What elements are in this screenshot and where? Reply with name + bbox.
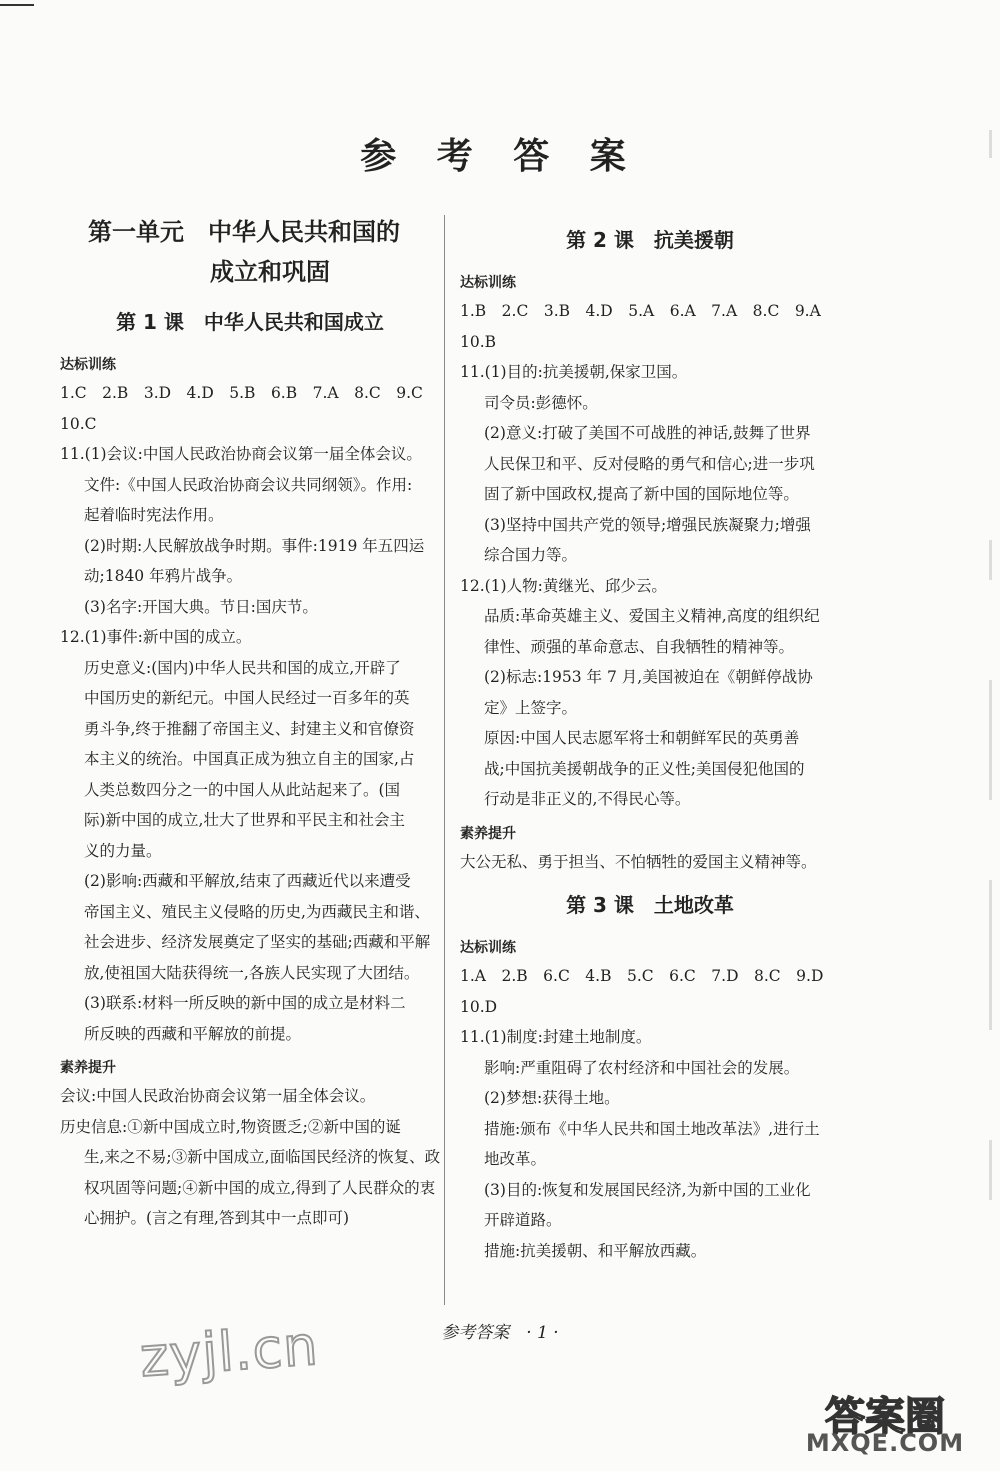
- answer-line: (2)时期:人民解放战争时期。事件:1919 年五四运: [84, 536, 425, 555]
- answer-line: (2)影响:西藏和平解放,结束了西藏近代以来遭受: [84, 872, 411, 890]
- section-heading-practice: 达标训练: [460, 940, 516, 956]
- answer-line: (2)梦想:获得土地。: [484, 1089, 620, 1107]
- answer-line: 12.(1)事件:新中国的成立。: [60, 628, 252, 646]
- answer-line: 中国历史的新纪元。中国人民经过一百多年的英: [84, 689, 410, 707]
- answer-line: 勇斗争,终于推翻了帝国主义、封建主义和官僚资: [84, 719, 415, 738]
- answer-line: 所反映的西藏和平解放的前提。: [84, 1024, 302, 1043]
- answer-line: 11.(1)制度:封建土地制度。: [460, 1028, 652, 1046]
- answer-line: 动;1840 年鸦片战争。: [84, 567, 243, 585]
- lesson-2-heading: 第 2 课 抗美援朝: [566, 228, 734, 252]
- left-column: [60, 212, 440, 1234]
- answer-line: 综合国力等。: [484, 546, 578, 564]
- answer-line: 定》上签字。: [484, 698, 578, 717]
- answer-line: 影响:严重阻碍了农村经济和中国社会的发展。: [484, 1058, 800, 1077]
- answer-line: 律性、顽强的革命意志、自我牺牲的精神等。: [484, 637, 795, 656]
- answer-line: 1.A 2.B 6.C 4.B 5.C 6.C 7.D 8.C 9.D: [460, 967, 824, 985]
- lesson-1-answers: [60, 378, 440, 1049]
- answer-line: 开辟道路。: [484, 1211, 562, 1229]
- answer-line: (3)坚持中国共产党的领导;增强民族凝聚力;增强: [484, 515, 811, 534]
- answer-line: 战;中国抗美援朝战争的正义性;美国侵犯他国的: [484, 759, 805, 778]
- answer-line: 历史信息:①新中国成立时,物资匮乏;②新中国的诞: [60, 1117, 401, 1136]
- answer-line: 人民保卫和平、反对侵略的勇气和信心;进一步巩: [484, 454, 815, 473]
- answer-line: 生,来之不易;③新中国成立,面临国民经济的恢复、政: [84, 1148, 441, 1166]
- answer-line: 放,使祖国大陆获得统一,各族人民实现了大团结。: [84, 963, 420, 982]
- lesson-3-heading: 第 3 课 土地改革: [566, 893, 734, 917]
- answer-line: 社会进步、经济发展奠定了坚实的基础;西藏和平解: [84, 933, 431, 951]
- answer-line: (2)意义:打破了美国不可战胜的神话,鼓舞了世界: [484, 424, 811, 442]
- section-heading-literacy: 素养提升: [60, 1060, 116, 1076]
- answer-line: 会议:中国人民政治协商会议第一届全体会议。: [60, 1087, 376, 1105]
- corner-stamp: [790, 1385, 980, 1465]
- lesson-1-literacy-answers: [60, 1081, 440, 1234]
- answer-line: 10.B: [460, 332, 497, 351]
- answer-line: 措施:抗美援朝、和平解放西藏。: [484, 1241, 707, 1260]
- answer-line: 起着临时宪法作用。: [84, 506, 224, 524]
- answer-line: 司令员:彭德怀。: [484, 393, 598, 412]
- answer-line: 11.(1)目的:抗美援朝,保家卫国。: [460, 363, 688, 381]
- top-rule: [0, 4, 34, 6]
- answer-line: 12.(1)人物:黄继光、邱少云。: [460, 576, 667, 595]
- lesson-1-heading: 第 1 课 中华人民共和国成立: [116, 310, 384, 334]
- section-heading-literacy: 素养提升: [460, 825, 516, 842]
- answer-line: 本主义的统治。中国真正成为独立自主的国家,占: [84, 750, 415, 768]
- answer-line: 11.(1)会议:中国人民政治协商会议第一届全体会议。: [60, 445, 422, 463]
- answer-line: 行动是非正义的,不得民心等。: [484, 790, 691, 808]
- column-divider: [444, 215, 445, 1305]
- unit-heading: [60, 212, 440, 292]
- answer-line: (3)目的:恢复和发展国民经济,为新中国的工业化: [484, 1180, 811, 1199]
- answer-line: 文件:《中国人民政治协商会议共同纲领》。作用:: [84, 475, 413, 494]
- lesson-3-answers: [460, 961, 840, 1266]
- right-column: [460, 212, 840, 1266]
- answer-line: 措施:颁布《中华人民共和国土地改革法》,进行土: [484, 1119, 820, 1138]
- answer-line: 帝国主义、殖民主义侵略的历史,为西藏民主和谐、: [84, 902, 430, 921]
- answer-line: 心拥护。(言之有理,答到其中一点即可): [84, 1209, 350, 1227]
- answer-line: 人类总数四分之一的中国人从此站起来了。(国: [84, 780, 401, 799]
- answer-line: (3)名字:开国大典。节日:国庆节。: [84, 597, 318, 616]
- answer-line: 原因:中国人民志愿军将士和朝鲜军民的英勇善: [484, 729, 800, 747]
- answer-line: 10.C: [60, 414, 97, 433]
- lesson-2-literacy-answers: [460, 847, 840, 878]
- answer-line: 大公无私、勇于担当、不怕牺牲的爱国主义精神等。: [460, 852, 817, 871]
- page-title: 参 考 答 案: [360, 136, 640, 177]
- lesson-2-answers: [460, 296, 840, 815]
- answer-line: 义的力量。: [84, 841, 162, 860]
- page-footer: 参考答案 · 1 ·: [441, 1323, 559, 1343]
- answer-line: 1.B 2.C 3.B 4.D 5.A 6.A 7.A 8.C 9.A: [460, 302, 821, 320]
- answer-line: (2)标志:1953 年 7 月,美国被迫在《朝鲜停战协: [484, 668, 813, 686]
- stamp-url: MXQE.COM: [805, 1429, 965, 1457]
- answer-line: 1.C 2.B 3.D 4.D 5.B 6.B 7.A 8.C 9.C: [60, 384, 423, 402]
- scan-edge-marks: [962, 120, 992, 1220]
- section-heading-practice: 达标训练: [60, 357, 116, 373]
- answer-line: 权巩固等问题;④新中国的成立,得到了人民群众的衷: [84, 1178, 436, 1197]
- answer-line: 历史意义:(国内)中华人民共和国的成立,开辟了: [84, 658, 401, 677]
- unit-heading-line2: 成立和巩固: [210, 258, 330, 286]
- answer-line: 地改革。: [484, 1150, 547, 1168]
- watermark-logo: zyjl.cn: [138, 1313, 321, 1390]
- unit-heading-line1: 第一单元 中华人民共和国的: [88, 218, 400, 246]
- answer-line: (3)联系:材料一所反映的新中国的成立是材料二: [84, 994, 406, 1012]
- stamp-logo-text: 答案圈: [825, 1394, 945, 1440]
- section-heading-practice: 达标训练: [460, 275, 516, 291]
- answer-line: 固了新中国政权,提高了新中国的国际地位等。: [484, 485, 799, 503]
- answer-line: 10.D: [460, 997, 498, 1016]
- answer-line: 际)新中国的成立,壮大了世界和平民主和社会主: [84, 811, 405, 829]
- answer-line: 品质:革命英雄主义、爱国主义精神,高度的组织纪: [484, 607, 820, 625]
